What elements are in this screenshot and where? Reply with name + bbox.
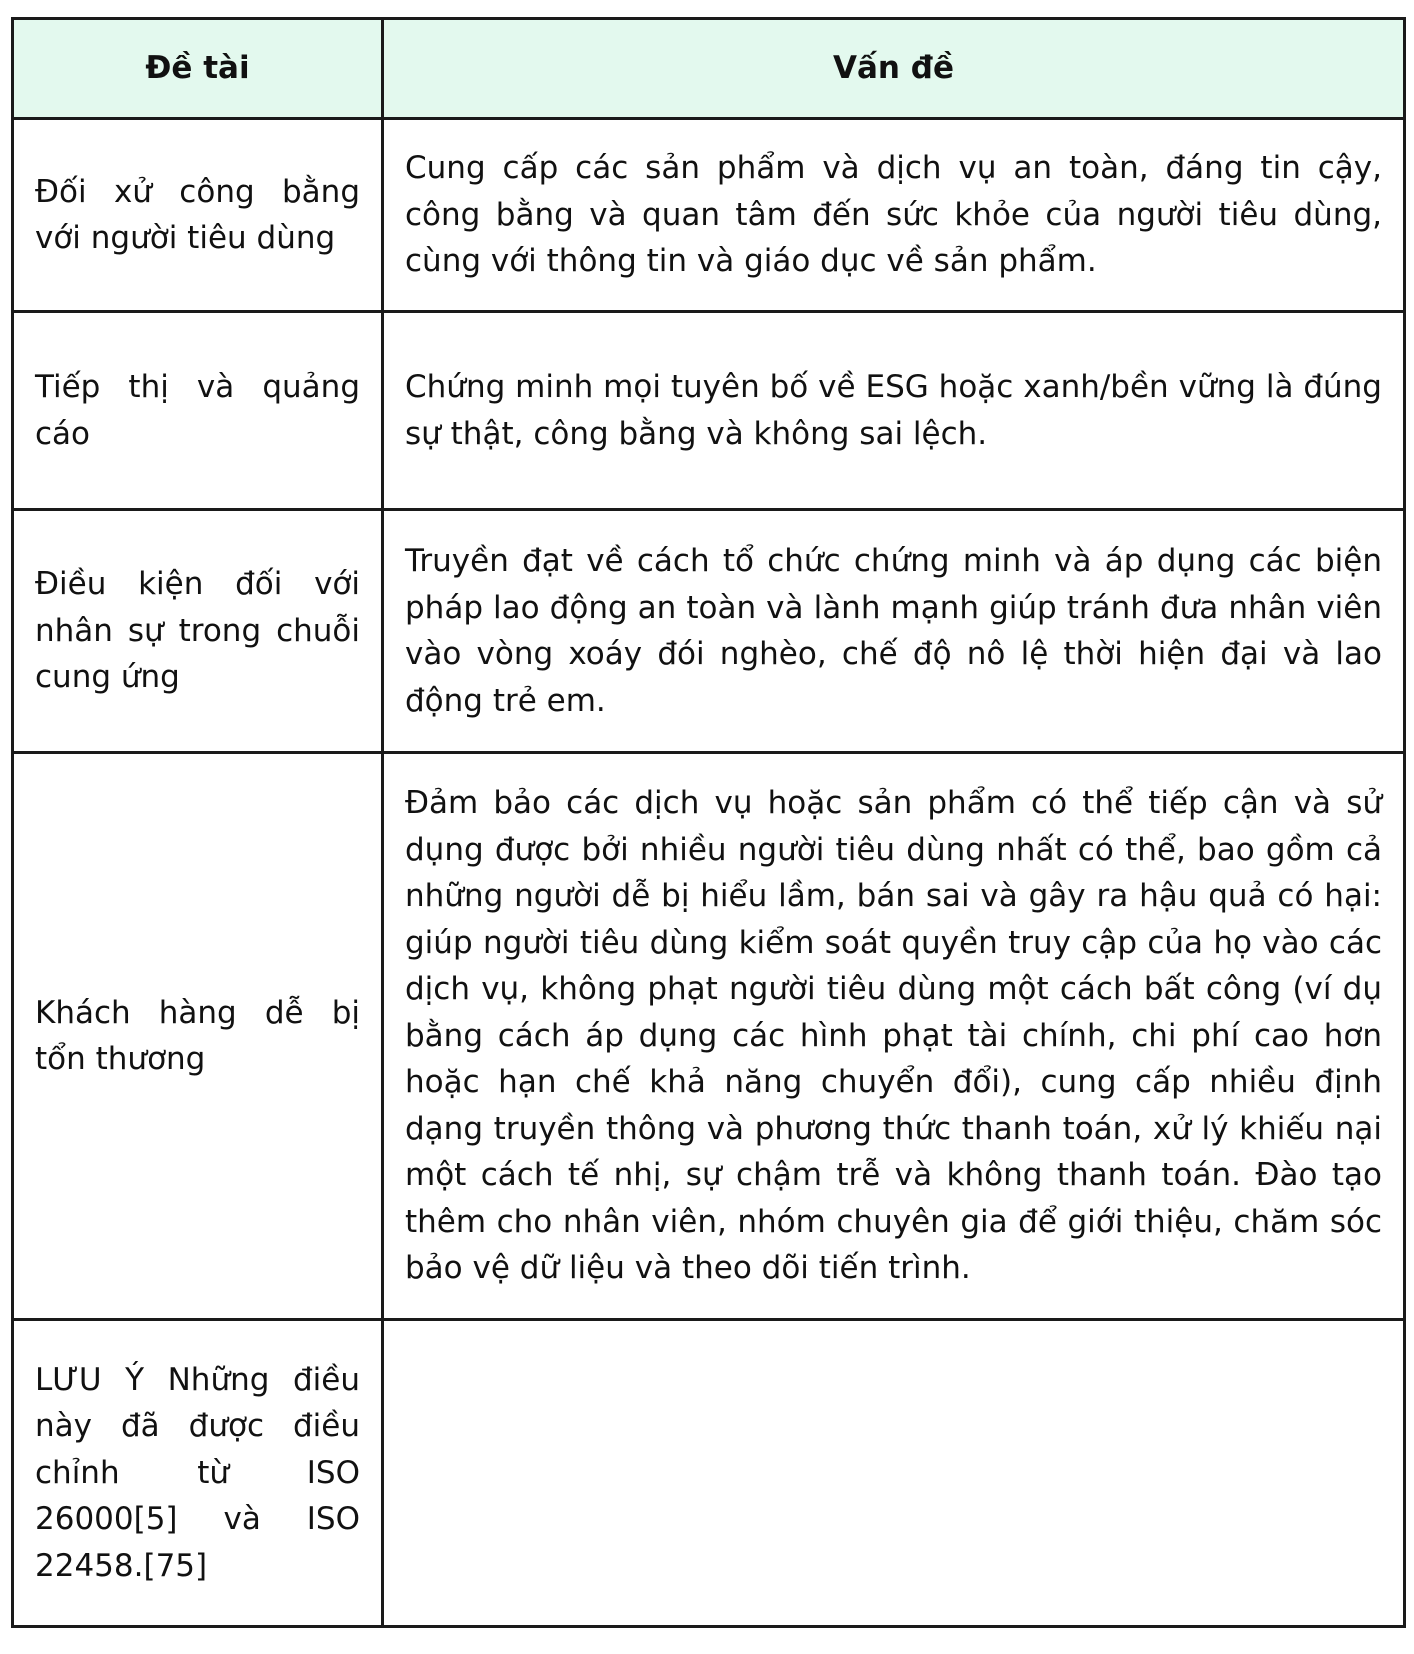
header-issue: Vấn đề	[383, 19, 1405, 119]
header-topic: Đề tài	[13, 19, 383, 119]
table-row	[13, 753, 1405, 1320]
topic-cell: Điều kiện đối với nhân sự trong chuỗi cung ứng	[13, 510, 383, 753]
note-cell: LƯU Ý Những điều này đã được điều chỉnh từ ISO 26000[5] và ISO 22458.[75]	[13, 1320, 383, 1627]
issue-cell: Truyền đạt về cách tổ chức chứng minh và áp dụng các biện pháp lao động an toàn và lành mạnh giúp tránh đưa nhân viên vào vòng xoáy đói nghèo, chế độ nô lệ thời hiện đại và lao động trẻ em.	[383, 510, 1405, 753]
table-row	[13, 312, 1405, 510]
table-row	[13, 119, 1405, 312]
table-header-row	[13, 19, 1405, 119]
topic-cell: Tiếp thị và quảng cáo	[13, 312, 383, 510]
table-row-note	[13, 1320, 1405, 1627]
issue-cell: Đảm bảo các dịch vụ hoặc sản phẩm có thể tiếp cận và sử dụng được bởi nhiều người tiêu dùng nhất có thể, bao gồm cả những người dễ bị hiểu lầm, bán sai và gây ra hậu quả có hại: giúp người tiêu dùng kiểm soát quyền truy cập của họ vào các dịch vụ, không phạt người tiêu dùng một cách bất công (ví dụ bằng cách áp dụng các hình phạt tài chính, chi phí cao hơn hoặc hạn chế khả năng chuyển đổi), cung cấp nhiều định dạng truyền thông và phương thức thanh toán, xử lý khiếu nại một cách tế nhị, sự chậm trễ và không thanh toán. Đào tạo thêm cho nhân viên, nhóm chuyên gia để giới thiệu, chăm sóc bảo vệ dữ liệu và theo dõi tiến trình.	[383, 753, 1405, 1320]
issue-cell: Cung cấp các sản phẩm và dịch vụ an toàn, đáng tin cậy, công bằng và quan tâm đến sức khỏe của người tiêu dùng, cùng với thông tin và giáo dục về sản phẩm.	[383, 119, 1405, 312]
empty-issue-cell	[383, 1320, 1405, 1627]
issue-cell: Chứng minh mọi tuyên bố về ESG hoặc xanh/bền vững là đúng sự thật, công bằng và không sai lệch.	[383, 312, 1405, 510]
topic-cell: Đối xử công bằng với người tiêu dùng	[13, 119, 383, 312]
consumer-issues-table	[11, 17, 1406, 1628]
topic-cell: Khách hàng dễ bị tổn thương	[13, 753, 383, 1320]
table-row	[13, 510, 1405, 753]
